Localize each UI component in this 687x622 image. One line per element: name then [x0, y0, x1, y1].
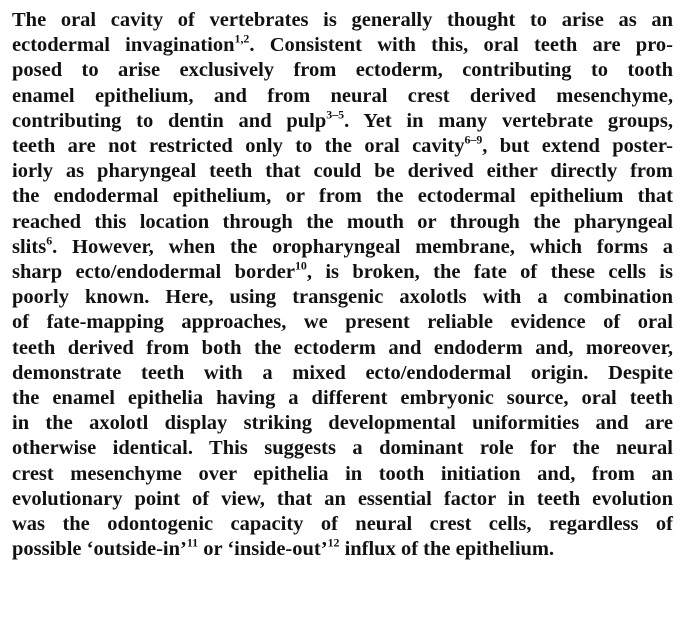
text-line	[12, 411, 673, 436]
text-segment: iorly as pharyngeal teeth that could be derived either directly from	[12, 160, 673, 183]
text-line	[12, 235, 673, 260]
text-line	[12, 8, 673, 33]
text-line	[12, 260, 673, 285]
text-segment: evolutionary point of view, that an essential factor in teeth evolution	[12, 487, 673, 510]
text-segment: . Consistent with this, oral teeth are pro-	[249, 34, 673, 57]
text-segment: poorly known. Here, using transgenic axolotls with a combination	[12, 286, 673, 309]
text-segment: slits	[12, 235, 47, 258]
text-segment: or ‘inside-out’	[198, 538, 328, 561]
text-line	[12, 512, 673, 537]
citation-superscript: 1,2	[234, 31, 250, 46]
text-segment: , is broken, the fate of these cells is	[306, 261, 673, 284]
text-line	[12, 109, 673, 134]
text-segment: in the axolotl display striking developmental uniformities and are	[12, 412, 673, 435]
text-segment: . Yet in many vertebrate groups,	[344, 109, 673, 132]
text-segment: The oral cavity of vertebrates is generally thought to arise as an	[12, 9, 673, 31]
text-line	[12, 386, 673, 411]
text-line	[12, 58, 673, 83]
text-segment: , but extend poster-	[482, 135, 673, 158]
text-segment: ectodermal invagination	[12, 34, 235, 57]
text-line	[12, 285, 673, 310]
text-segment: the enamel epithelia having a different embryonic source, oral teeth	[12, 387, 673, 410]
citation-superscript: 10	[294, 258, 307, 273]
text-segment: influx of the epithelium.	[339, 538, 555, 561]
citation-superscript: 11	[186, 535, 199, 550]
citation-superscript: 6–9	[464, 132, 483, 147]
text-segment: was the odontogenic capacity of neural crest cells, regardless of	[12, 513, 673, 536]
text-segment: possible ‘outside-in’	[12, 538, 187, 561]
text-line	[12, 436, 673, 461]
text-line	[12, 537, 673, 562]
citation-superscript: 3–5	[326, 107, 345, 122]
text-line	[12, 84, 673, 109]
text-segment: contributing to dentin and pulp	[12, 109, 327, 132]
text-segment: enamel epithelium, and from neural crest derived mesenchyme,	[12, 84, 673, 107]
text-segment: demonstrate teeth with a mixed ecto/endodermal origin. Despite	[12, 361, 673, 384]
text-line	[12, 310, 673, 335]
text-segment: the endodermal epithelium, or from the ectodermal epithelium that	[12, 185, 673, 208]
text-segment: . However, when the oropharyngeal membrane, which forms a	[52, 235, 673, 258]
citation-superscript: 12	[327, 535, 340, 550]
text-segment: teeth derived from both the ectoderm and endoderm and, moreover,	[12, 336, 673, 359]
text-line	[12, 33, 673, 58]
text-segment: of fate-mapping approaches, we present reliable evidence of oral	[12, 311, 673, 334]
text-line	[12, 159, 673, 184]
text-line	[12, 134, 673, 159]
text-segment: sharp ecto/endodermal border	[12, 261, 295, 284]
citation-superscript: 6	[46, 233, 53, 248]
text-line	[12, 336, 673, 361]
text-line	[12, 361, 673, 386]
text-segment: posed to arise exclusively from ectoderm, contributing to tooth	[12, 59, 673, 82]
text-segment: crest mesenchyme over epithelia in tooth initiation and, from an	[12, 462, 673, 485]
text-line	[12, 184, 673, 209]
text-line	[12, 210, 673, 235]
text-line	[12, 462, 673, 487]
text-segment: reached this location through the mouth or through the pharyngeal	[12, 210, 673, 233]
text-line	[12, 487, 673, 512]
text-segment: otherwise identical. This suggests a dominant role for the neural	[12, 437, 673, 460]
abstract-paragraph	[12, 8, 673, 562]
text-segment: teeth are not restricted only to the oral cavity	[12, 135, 465, 158]
